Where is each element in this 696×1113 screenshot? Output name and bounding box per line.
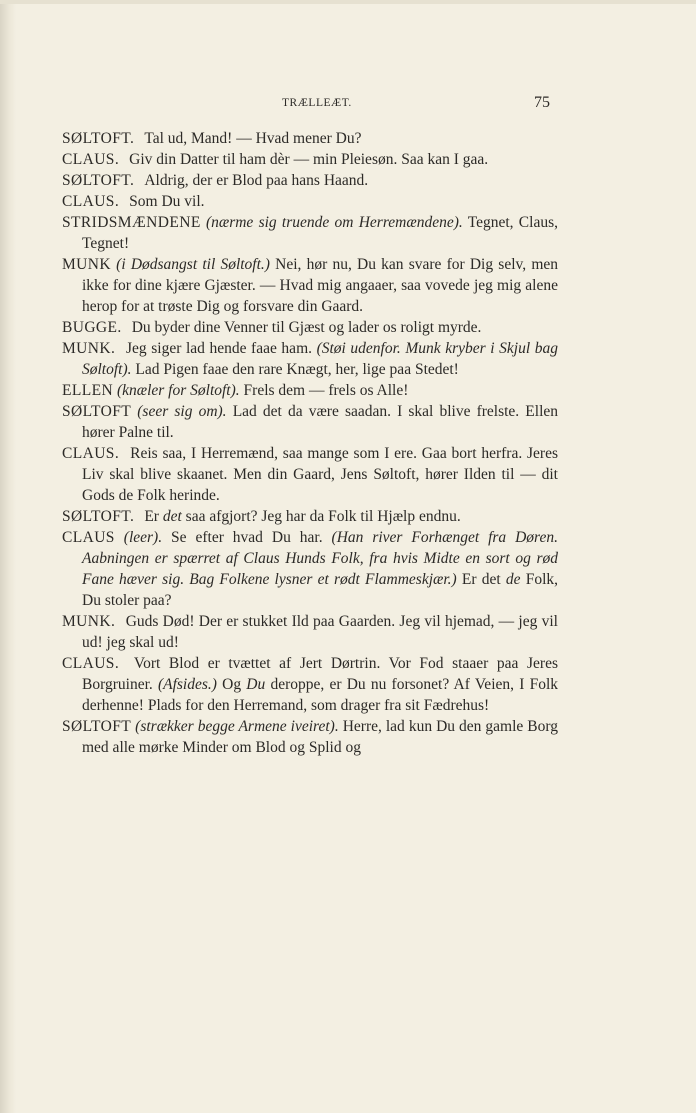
speaker: CLAUS. [62,655,120,672]
speech-text: Vort Blod er tvættet af Jert Dørtrin. Vor Fod staaer paa Jeres Borgruiner. [82,655,558,693]
speech-text: Er [144,508,159,525]
speech [62,443,558,506]
stage-direction: (Han river Forhænget fra Døren. Aabningen er spærret af Claus Hunds Folk, fra hvis Midte en sort og rød Fane hæver sig. Bag Folkene lysner et rødt Flammeskjær.) [82,529,559,588]
speaker: SØLTOFT. [62,172,135,189]
speech [62,401,558,443]
speech [62,212,558,254]
speech-text: Folk, Du stoler paa? [82,571,559,609]
speech [62,527,558,611]
play-text [62,128,558,758]
emphasis: Du [246,676,266,693]
emphasis: de [505,571,521,588]
speech-text: deroppe, er Du nu forsonet? Af Veien, I Folk derhenne! Plads for den Herremand, som drager fra sit Fædrehus! [82,676,558,714]
speaker: SØLTOFT. [62,508,135,525]
emphasis: det [162,508,182,525]
speech-text: Som Du vil. [129,193,205,210]
stage-direction: (nærme sig truende om Herremændene). [205,214,463,231]
speech-text: Tal ud, Mand! — Hvad mener Du? [144,130,362,147]
speech-text: Lad det da være saadan. I skal blive frelste. Ellen hører Palne til. [82,403,559,441]
speech-text: Herre, lad kun Du den gamle Borg med alle mørke Minder om Blod og Splid og [82,718,559,756]
speaker: CLAUS. [62,151,120,168]
stage-direction: (knæler for Søltoft). [116,382,240,399]
stage-direction: (Støi udenfor. Munk kryber i Skjul bag Søltoft). [82,340,558,378]
speech-text: Nei, hør nu, Du kan svare for Dig selv, men ikke for dine kjære Gjæster. — Hvad mig angaaer, saa vovede jeg mig alene herop for at trøste Dig og forsvare din Gaard. [82,256,559,315]
page-edge [0,0,16,1113]
speech [62,191,558,212]
speaker: CLAUS [62,529,115,546]
speech [62,653,558,716]
page-edge-top [0,0,696,4]
speaker: CLAUS. [62,193,120,210]
speech [62,317,558,338]
speech-text: Frels dem — frels os Alle! [243,382,409,399]
speaker: BUGGE. [62,319,122,336]
speech-text: Giv din Datter til ham dèr — min Pleiesøn. Saa kan I gaa. [129,151,489,168]
speech [62,254,558,317]
speech-text: Du byder dine Venner til Gjæst og lader os roligt myrde. [131,319,482,336]
speech-text: Lad Pigen faae den rare Knægt, her, lige paa Stedet! [135,361,459,378]
page-header [0,94,696,117]
speech-text: Jeg siger lad hende faae ham. [126,340,312,357]
speaker: SØLTOFT [62,403,132,420]
running-title: TRÆLLEÆT. [282,97,352,109]
stage-direction: (Afsides.) [157,676,217,693]
speech [62,128,558,149]
speaker: SØLTOFT. [62,130,135,147]
speech-text: Er det [461,571,501,588]
speech-text: saa afgjort? Jeg har da Folk til Hjælp endnu. [185,508,461,525]
stage-direction: (i Dødsangst til Søltoft.) [116,256,270,273]
speaker: MUNK. [62,613,116,630]
speaker: STRIDSMÆNDENE [62,214,201,231]
speech [62,149,558,170]
speech-text: Og [222,676,242,693]
speech [62,170,558,191]
speech-text: Se efter hvad Du har. [171,529,323,546]
speaker: SØLTOFT [62,718,132,735]
speech [62,611,558,653]
page-number: 75 [534,94,550,111]
speech [62,338,558,380]
stage-direction: (strækker begge Armene iveiret). [135,718,339,735]
speech-text: Tegnet, Claus, Tegnet! [82,214,558,252]
speaker: MUNK. [62,340,116,357]
speaker: CLAUS. [62,445,120,462]
speech-text: Reis saa, I Herremænd, saa mange som I ere. Gaa bort herfra. Jeres Liv skal blive skaanet. Men din Gaard, Jens Søltoft, hører Ilden til — dit Gods de Folk herinde. [82,445,559,504]
speech [62,506,558,527]
speech [62,380,558,401]
speech-text: Aldrig, der er Blod paa hans Haand. [144,172,369,189]
speaker: MUNK [62,256,111,273]
speaker: ELLEN [62,382,114,399]
speech-text: Guds Død! Der er stukket Ild paa Gaarden. Jeg vil hjemad, — jeg vil ud! jeg skal ud! [82,613,558,651]
speech [62,716,558,758]
stage-direction: (leer). [123,529,163,546]
stage-direction: (seer sig om). [137,403,227,420]
